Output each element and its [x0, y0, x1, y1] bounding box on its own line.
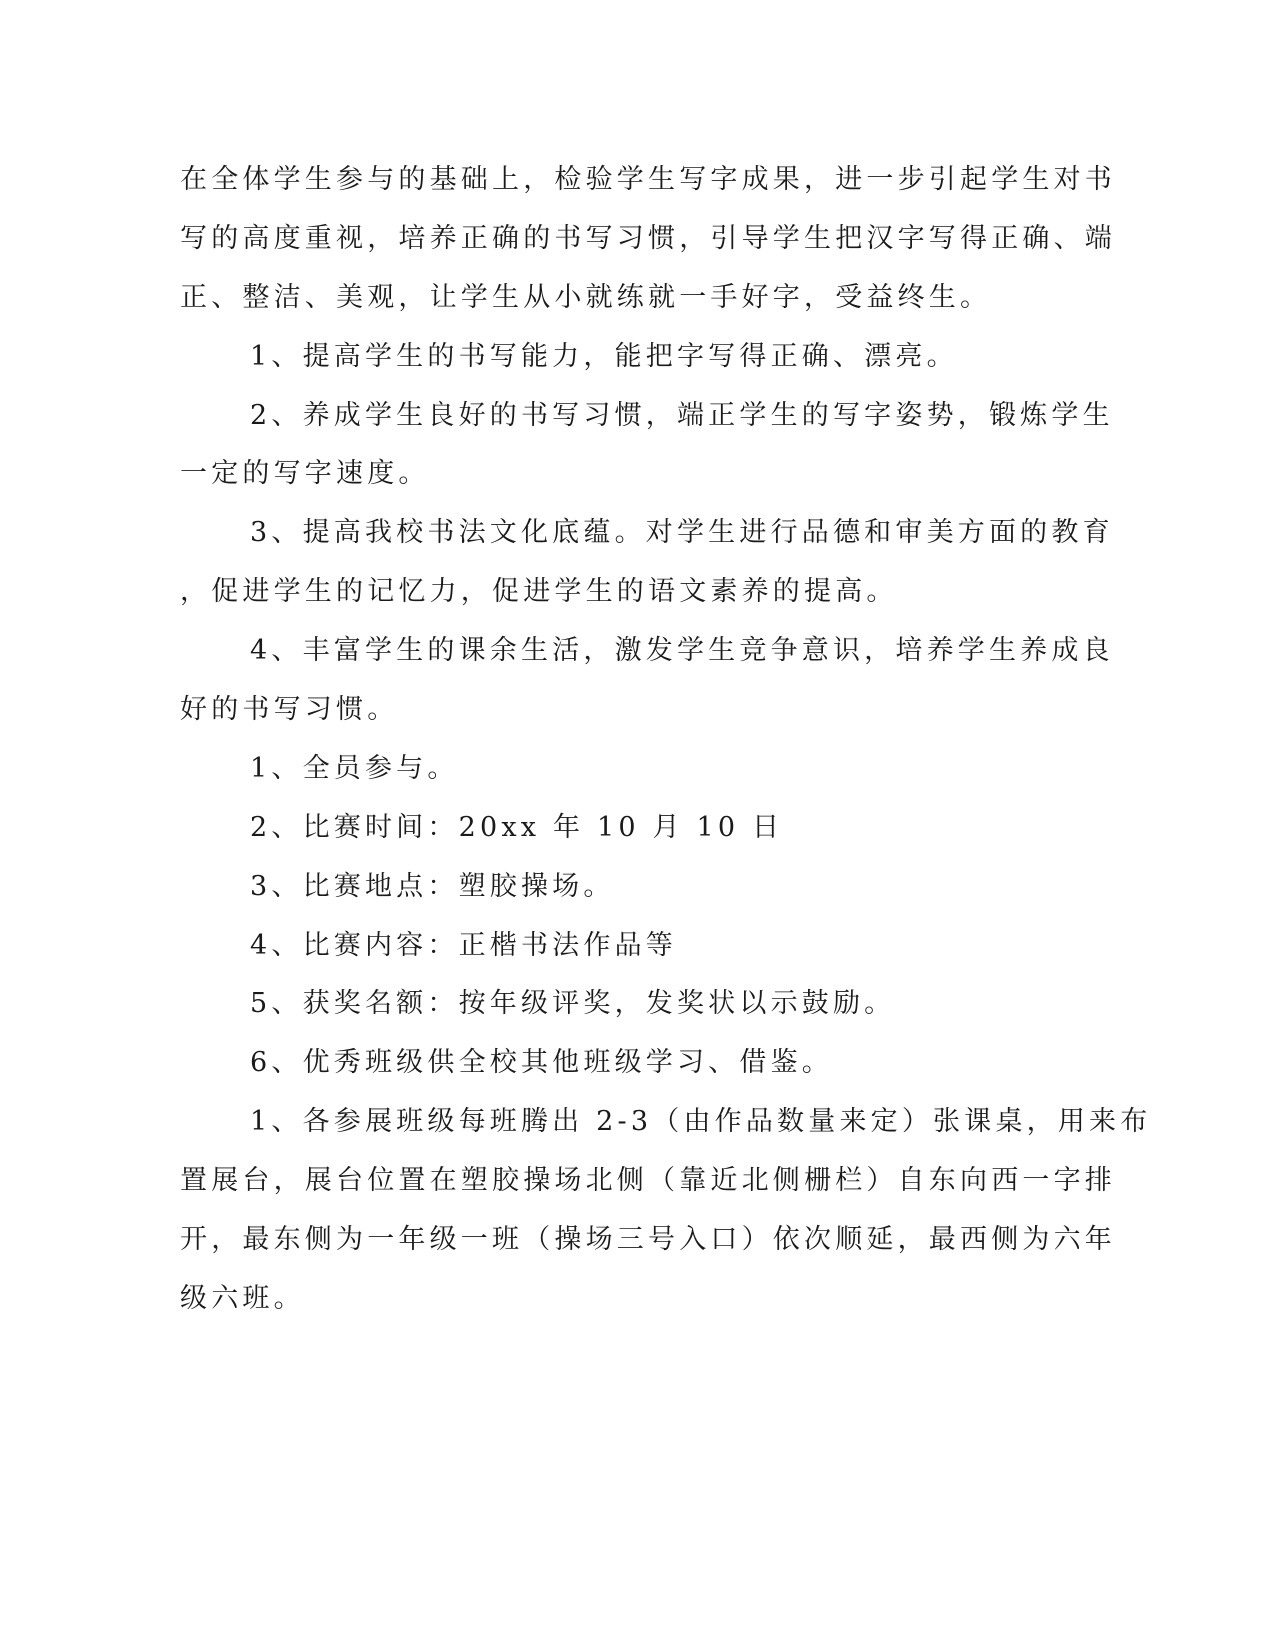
document-body — [180, 151, 1152, 1329]
paragraph-line: 正、整洁、美观，让学生从小就练就一手好字，受益终生。 — [180, 281, 992, 313]
paragraph-line: 好的书写习惯。 — [180, 694, 399, 726]
paragraph-line: 在全体学生参与的基础上，检验学生写字成果，进一步引起学生对书 — [180, 164, 1116, 195]
objective-item-1: 1、提高学生的书写能力，能把字写得正确、漂亮。 — [250, 340, 958, 372]
arrangement-item-2: 2、比赛时间：20xx 年 10 月 10 日 — [250, 811, 784, 843]
arrangement-item-5: 5、获奖名额：按年级评奖，发奖状以示鼓励。 — [250, 988, 896, 1020]
paragraph-line: 开，最东侧为一年级一班（操场三号入口）依次顺延，最西侧为六年 — [180, 1224, 1116, 1256]
paragraph-line: 一定的写字速度。 — [180, 458, 430, 490]
paragraph-line: ，促进学生的记忆力，促进学生的语文素养的提高。 — [180, 576, 898, 608]
arrangement-item-4: 4、比赛内容：正楷书法作品等 — [250, 929, 677, 961]
paragraph-line: 写的高度重视，培养正确的书写习惯，引导学生把汉字写得正确、端 — [180, 222, 1116, 254]
objective-item-3: 3、提高我校书法文化底蕴。对学生进行品德和审美方面的教育 — [250, 517, 1114, 549]
paragraph-line: 置展台，展台位置在塑胶操场北侧（靠近北侧栅栏）自东向西一字排 — [180, 1165, 1116, 1197]
requirement-item-1: 1、各参展班级每班腾出 2-3（由作品数量来定）张课桌，用来布 — [250, 1106, 1152, 1138]
arrangement-item-1: 1、全员参与。 — [250, 752, 459, 784]
objective-item-2: 2、养成学生良好的书写习惯，端正学生的写字姿势，锻炼学生 — [250, 399, 1114, 431]
arrangement-item-6: 6、优秀班级供全校其他班级学习、借鉴。 — [250, 1047, 833, 1079]
paragraph-line: 级六班。 — [180, 1282, 305, 1314]
arrangement-item-3: 3、比赛地点：塑胶操场。 — [250, 870, 615, 902]
objective-item-4: 4、丰富学生的课余生活，激发学生竞争意识，培养学生养成良 — [250, 635, 1114, 667]
